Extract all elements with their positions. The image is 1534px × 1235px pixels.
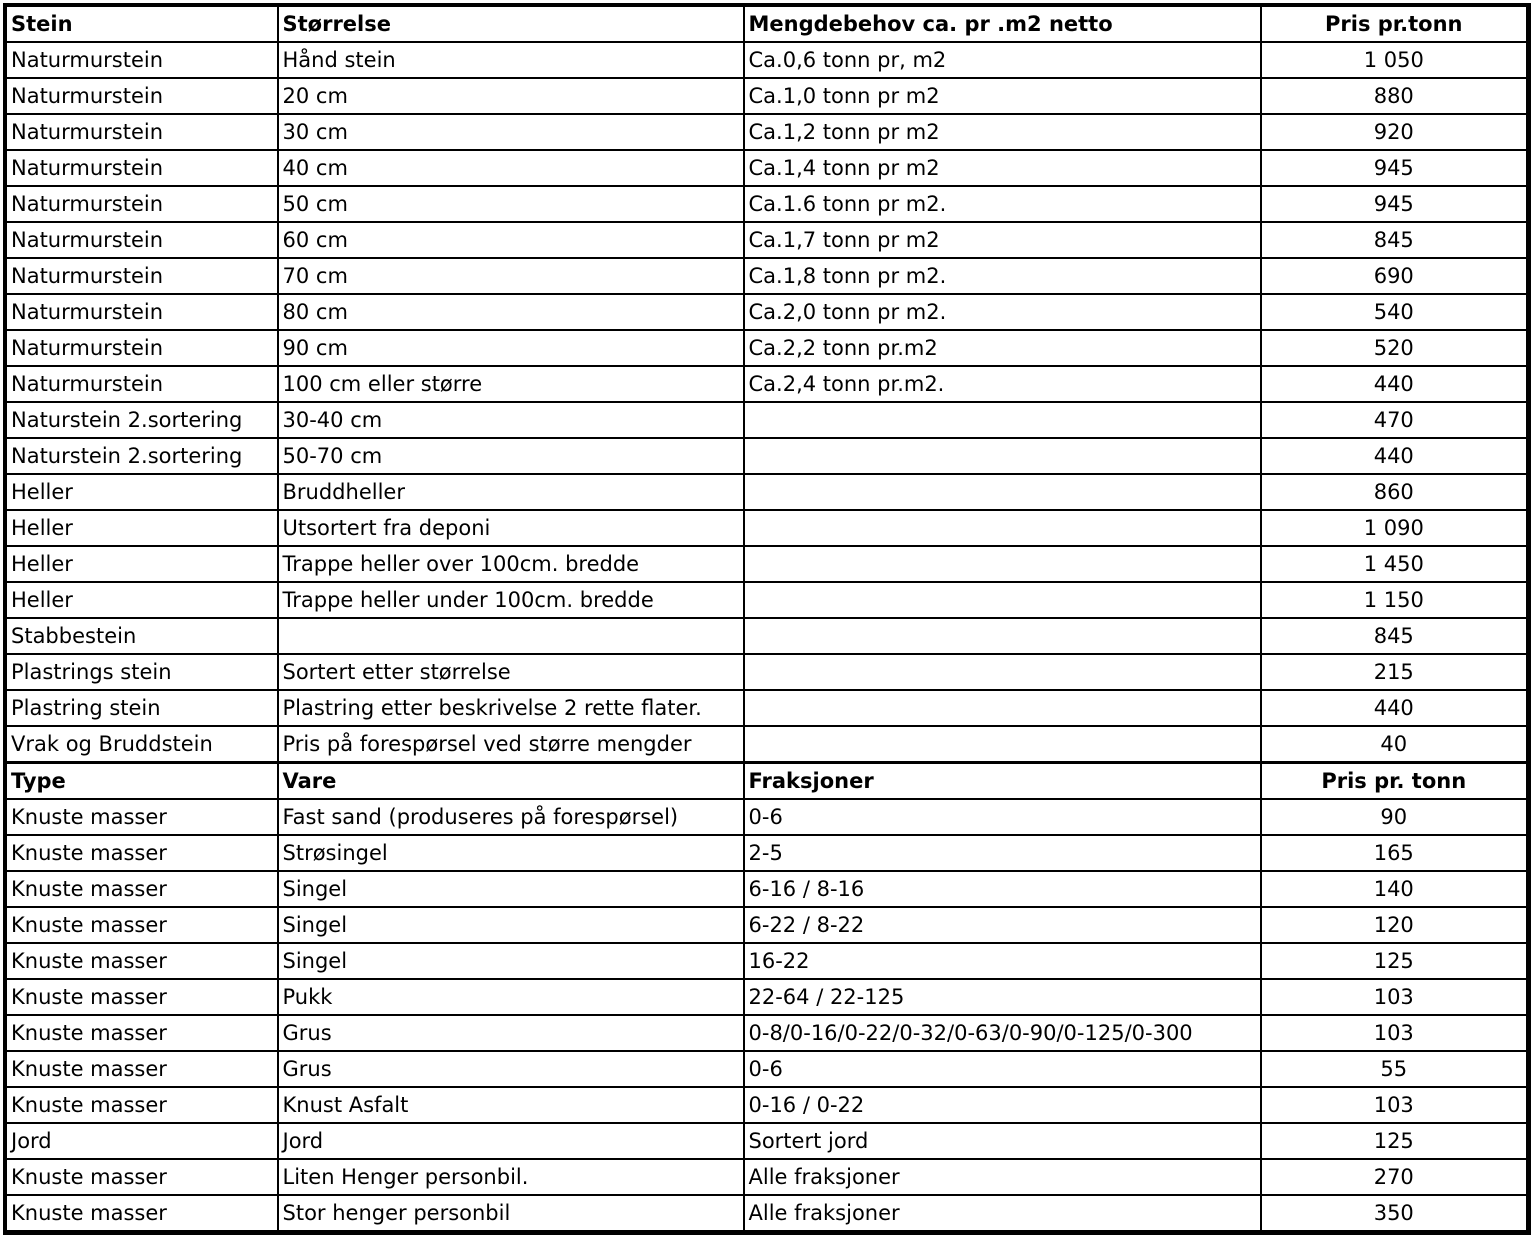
stone-cell-col-3: Ca.0,6 tonn pr, m2 [744,42,1261,78]
stone-cell-col-1: Plastring stein [7,690,278,726]
mass-cell-col-1: Knuste masser [7,979,278,1015]
stone-cell-col-1: Naturmurstein [7,78,278,114]
mass-table-row [7,907,1528,943]
stone-cell-col-2: Plastring etter beskrivelse 2 rette flater. [278,690,744,726]
stone-table-row [7,42,1528,78]
mass-cell-col-3: 6-16 / 8-16 [744,871,1261,907]
mass-cell-col-2: Pukk [278,979,744,1015]
stone-cell-col-4: 520 [1261,330,1528,366]
mass-cell-col-2: Singel [278,943,744,979]
stone-cell-col-4: 440 [1261,690,1528,726]
mass-cell-col-3: Alle fraksjoner [744,1159,1261,1195]
stone-table-row [7,222,1528,258]
stone-cell-col-1: Naturmurstein [7,222,278,258]
stone-cell-col-3 [744,402,1261,438]
mass-cell-col-3: 0-6 [744,1051,1261,1087]
stone-cell-col-1: Vrak og Bruddstein [7,726,278,763]
stone-cell-col-2: Bruddheller [278,474,744,510]
mass-cell-col-3: 2-5 [744,835,1261,871]
stone-cell-col-3: Ca.1,2 tonn pr m2 [744,114,1261,150]
stone-cell-col-4: 40 [1261,726,1528,763]
stone-cell-col-3 [744,654,1261,690]
stone-cell-col-2: 20 cm [278,78,744,114]
mass-table-row [7,1159,1528,1195]
mass-cell-col-2: Strøsingel [278,835,744,871]
stone-cell-col-2: 70 cm [278,258,744,294]
mass-cell-col-1: Knuste masser [7,1051,278,1087]
mass-cell-col-1: Knuste masser [7,1195,278,1231]
stone-header-col-1: Stein [7,7,278,43]
mass-table-row [7,1051,1528,1087]
stone-cell-col-4: 845 [1261,618,1528,654]
mass-header-col-4: Pris pr. tonn [1261,763,1528,800]
stone-cell-col-3: Ca.1,7 tonn pr m2 [744,222,1261,258]
stone-table-row [7,726,1528,763]
stone-cell-col-1: Heller [7,546,278,582]
stone-table-header [7,7,1528,43]
mass-header-col-1: Type [7,763,278,800]
stone-table-row [7,438,1528,474]
mass-cell-col-3: 6-22 / 8-22 [744,907,1261,943]
mass-table-row [7,1087,1528,1123]
stone-cell-col-4: 540 [1261,294,1528,330]
stone-table-row [7,510,1528,546]
stone-cell-col-1: Stabbestein [7,618,278,654]
stone-header-col-4: Pris pr.tonn [1261,7,1528,43]
stone-cell-col-3 [744,618,1261,654]
stone-table-row [7,330,1528,366]
mass-table-row [7,943,1528,979]
mass-cell-col-3: 0-8/0-16/0-22/0-32/0-63/0-90/0-125/0-300 [744,1015,1261,1051]
stone-cell-col-4: 1 150 [1261,582,1528,618]
mass-cell-col-1: Knuste masser [7,943,278,979]
mass-cell-col-3: 22-64 / 22-125 [744,979,1261,1015]
mass-cell-col-2: Jord [278,1123,744,1159]
price-table [6,6,1528,1232]
stone-cell-col-4: 860 [1261,474,1528,510]
stone-table-row [7,186,1528,222]
mass-cell-col-2: Knust Asfalt [278,1087,744,1123]
stone-cell-col-1: Heller [7,510,278,546]
stone-cell-col-2: 50-70 cm [278,438,744,474]
stone-cell-col-2: 50 cm [278,186,744,222]
mass-cell-col-2: Liten Henger personbil. [278,1159,744,1195]
stone-cell-col-3 [744,582,1261,618]
stone-cell-col-3 [744,726,1261,763]
stone-cell-col-2: 40 cm [278,150,744,186]
mass-table-row [7,1123,1528,1159]
stone-cell-col-2: 100 cm eller større [278,366,744,402]
stone-cell-col-4: 845 [1261,222,1528,258]
stone-cell-col-4: 440 [1261,438,1528,474]
stone-header-col-2: Størrelse [278,7,744,43]
stone-cell-col-1: Heller [7,582,278,618]
stone-cell-col-3: Ca.2,0 tonn pr m2. [744,294,1261,330]
stone-table-row [7,474,1528,510]
price-sheet [3,3,1531,1235]
stone-cell-col-1: Naturmurstein [7,150,278,186]
mass-table-row [7,1195,1528,1231]
stone-table-row [7,258,1528,294]
mass-cell-col-2: Fast sand (produseres på forespørsel) [278,799,744,835]
stone-cell-col-2: 30 cm [278,114,744,150]
mass-table-row [7,871,1528,907]
stone-cell-col-3 [744,546,1261,582]
mass-cell-col-3: 0-6 [744,799,1261,835]
mass-header-col-2: Vare [278,763,744,800]
mass-cell-col-3: Alle fraksjoner [744,1195,1261,1231]
stone-cell-col-3 [744,438,1261,474]
stone-table-row [7,546,1528,582]
stone-cell-col-4: 215 [1261,654,1528,690]
stone-cell-col-2: 60 cm [278,222,744,258]
mass-table-row [7,1015,1528,1051]
mass-table-header [7,763,1528,800]
stone-header-col-3: Mengdebehov ca. pr .m2 netto [744,7,1261,43]
mass-cell-col-4: 270 [1261,1159,1528,1195]
stone-table-row [7,402,1528,438]
stone-cell-col-4: 690 [1261,258,1528,294]
stone-cell-col-1: Naturmurstein [7,258,278,294]
stone-table-row [7,654,1528,690]
mass-table-row [7,979,1528,1015]
stone-cell-col-2: Sortert etter størrelse [278,654,744,690]
mass-cell-col-3: 0-16 / 0-22 [744,1087,1261,1123]
stone-cell-col-2: Utsortert fra deponi [278,510,744,546]
mass-table-row [7,835,1528,871]
stone-cell-col-4: 920 [1261,114,1528,150]
stone-cell-col-4: 1 090 [1261,510,1528,546]
stone-table-row [7,78,1528,114]
mass-cell-col-2: Grus [278,1015,744,1051]
price-table-body [7,7,1528,1232]
mass-cell-col-1: Jord [7,1123,278,1159]
mass-cell-col-4: 350 [1261,1195,1528,1231]
mass-cell-col-4: 125 [1261,1123,1528,1159]
stone-table-row [7,294,1528,330]
stone-cell-col-3 [744,690,1261,726]
stone-cell-col-3: Ca.2,2 tonn pr.m2 [744,330,1261,366]
mass-cell-col-4: 140 [1261,871,1528,907]
stone-cell-col-4: 880 [1261,78,1528,114]
stone-table-row [7,150,1528,186]
stone-cell-col-3: Ca.1,4 tonn pr m2 [744,150,1261,186]
stone-table-row [7,366,1528,402]
mass-cell-col-1: Knuste masser [7,835,278,871]
mass-table-row [7,799,1528,835]
stone-cell-col-2: 90 cm [278,330,744,366]
stone-table-row [7,114,1528,150]
stone-cell-col-1: Naturmurstein [7,42,278,78]
mass-header-col-3: Fraksjoner [744,763,1261,800]
mass-cell-col-4: 125 [1261,943,1528,979]
stone-cell-col-4: 470 [1261,402,1528,438]
stone-cell-col-1: Naturstein 2.sortering [7,438,278,474]
stone-cell-col-3 [744,510,1261,546]
mass-cell-col-4: 103 [1261,1087,1528,1123]
stone-cell-col-3: Ca.2,4 tonn pr.m2. [744,366,1261,402]
stone-cell-col-2: Trappe heller under 100cm. bredde [278,582,744,618]
stone-cell-col-3: Ca.1,0 tonn pr m2 [744,78,1261,114]
stone-cell-col-2: Trappe heller over 100cm. bredde [278,546,744,582]
stone-cell-col-4: 945 [1261,186,1528,222]
stone-cell-col-1: Naturmurstein [7,186,278,222]
mass-cell-col-1: Knuste masser [7,871,278,907]
stone-cell-col-4: 945 [1261,150,1528,186]
mass-cell-col-1: Knuste masser [7,907,278,943]
stone-cell-col-1: Naturmurstein [7,366,278,402]
mass-cell-col-3: Sortert jord [744,1123,1261,1159]
stone-cell-col-3 [744,474,1261,510]
stone-cell-col-1: Heller [7,474,278,510]
stone-table-row [7,618,1528,654]
mass-cell-col-4: 90 [1261,799,1528,835]
mass-cell-col-4: 165 [1261,835,1528,871]
stone-cell-col-1: Naturstein 2.sortering [7,402,278,438]
stone-cell-col-2: 80 cm [278,294,744,330]
stone-cell-col-1: Naturmurstein [7,330,278,366]
stone-cell-col-4: 1 450 [1261,546,1528,582]
stone-cell-col-2: Hånd stein [278,42,744,78]
stone-cell-col-4: 440 [1261,366,1528,402]
stone-cell-col-2 [278,618,744,654]
mass-cell-col-4: 103 [1261,1015,1528,1051]
mass-cell-col-2: Singel [278,871,744,907]
mass-cell-col-4: 120 [1261,907,1528,943]
mass-cell-col-1: Knuste masser [7,1087,278,1123]
mass-cell-col-3: 16-22 [744,943,1261,979]
stone-cell-col-3: Ca.1,8 tonn pr m2. [744,258,1261,294]
mass-cell-col-1: Knuste masser [7,799,278,835]
stone-cell-col-2: Pris på forespørsel ved større mengder [278,726,744,763]
stone-cell-col-1: Naturmurstein [7,294,278,330]
stone-cell-col-2: 30-40 cm [278,402,744,438]
mass-cell-col-1: Knuste masser [7,1159,278,1195]
mass-cell-col-2: Singel [278,907,744,943]
stone-cell-col-1: Naturmurstein [7,114,278,150]
mass-cell-col-2: Stor henger personbil [278,1195,744,1231]
stone-table-row [7,582,1528,618]
stone-cell-col-4: 1 050 [1261,42,1528,78]
mass-cell-col-4: 55 [1261,1051,1528,1087]
mass-cell-col-2: Grus [278,1051,744,1087]
stone-cell-col-1: Plastrings stein [7,654,278,690]
mass-cell-col-1: Knuste masser [7,1015,278,1051]
mass-cell-col-4: 103 [1261,979,1528,1015]
stone-cell-col-3: Ca.1.6 tonn pr m2. [744,186,1261,222]
stone-table-row [7,690,1528,726]
